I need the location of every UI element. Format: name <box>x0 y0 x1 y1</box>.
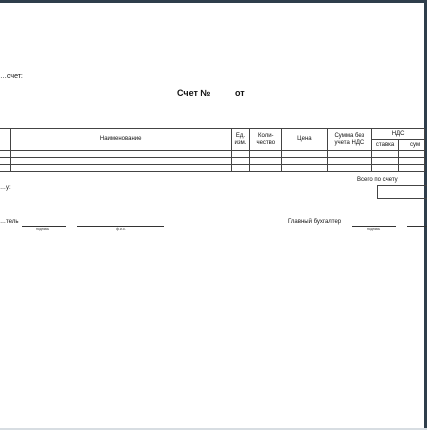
header-cell-sum-without-vat: Сумма без учета НДС <box>327 129 372 151</box>
signature-left-sub-2: ф.и.о. <box>116 227 126 231</box>
signature-right-sub-1: подпись <box>367 227 381 231</box>
header-cell-vat-rate: ставка <box>372 140 399 151</box>
invoice-title <box>177 88 245 98</box>
invoice-number-label: Счет № <box>177 88 211 98</box>
header-cell-price: Цена <box>282 129 327 151</box>
signature-left-sub-1: подпись <box>36 227 50 231</box>
header-cell-unit: Ед. изм. <box>231 129 250 151</box>
signature-right-name-line <box>407 226 427 227</box>
header-cell-number <box>0 129 10 151</box>
payer-label: …счет: <box>0 73 23 80</box>
table-row <box>0 165 425 172</box>
table-header-row-1 <box>0 129 425 140</box>
table-row <box>0 151 425 158</box>
invoice-table <box>0 128 425 172</box>
total-label: Всего по счету <box>357 177 398 183</box>
payment-note: …у: <box>0 185 11 191</box>
window-top-border <box>0 0 427 3</box>
total-value-box <box>377 185 427 199</box>
table-row <box>0 158 425 165</box>
signature-right-label: Главный бухгалтер <box>288 219 342 225</box>
header-cell-vat: НДС <box>372 129 425 140</box>
header-cell-vat-sum: сум <box>399 140 425 151</box>
invoice-date-label: от <box>234 88 245 98</box>
header-cell-quantity: Коли- чество <box>250 129 282 151</box>
signature-left-label: …тель <box>0 219 19 225</box>
header-cell-name: Наименование <box>10 129 231 151</box>
